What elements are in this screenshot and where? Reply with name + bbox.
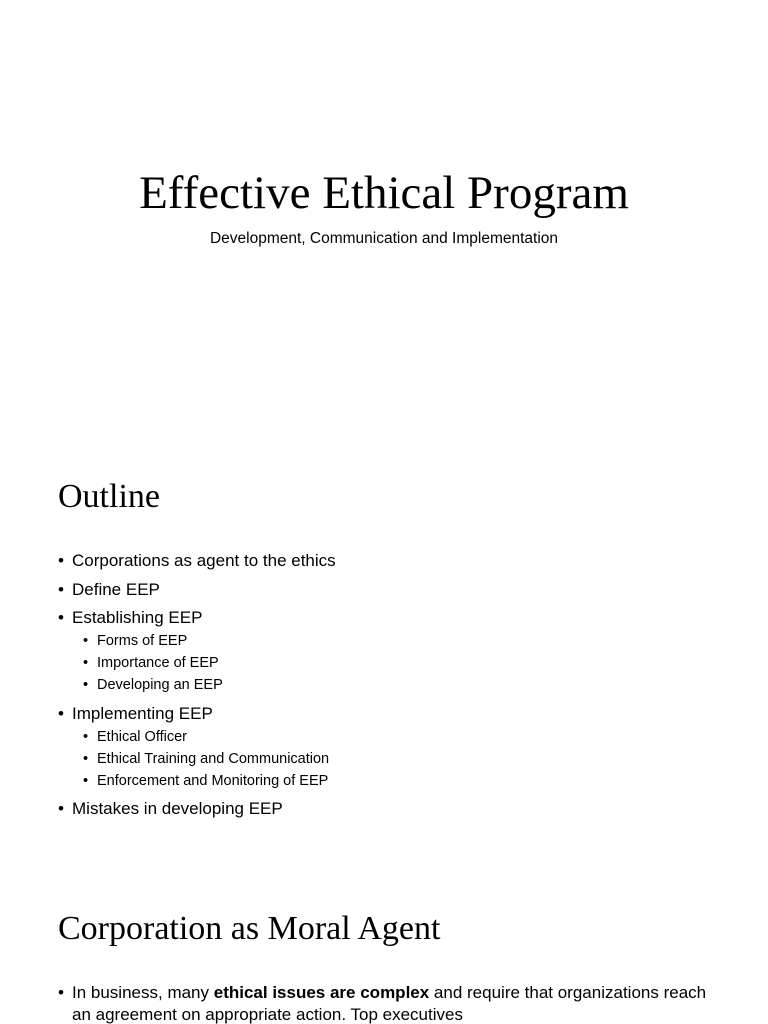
list-item-text: Establishing EEP	[72, 608, 203, 627]
outline-heading: Outline	[58, 478, 160, 515]
list-item	[58, 798, 336, 820]
text-run: and require that organizations reach an agreement on appropriate action. Top executives	[72, 983, 707, 1024]
sub-list-item: • Forms of EEP	[83, 630, 336, 652]
text-run: In business, many	[72, 983, 214, 1002]
list-item	[58, 579, 336, 601]
title-slide	[0, 0, 768, 432]
list-item-text: Implementing EEP	[72, 703, 213, 723]
presentation-subtitle: Development, Communication and Implementation	[209, 230, 559, 247]
list-item	[58, 982, 718, 1024]
presentation-title: Effective Ethical Program	[139, 167, 629, 219]
list-item-text: Corporations as agent to the ethics	[72, 551, 336, 570]
sub-list-item: • Enforcement and Monitoring of EEP	[83, 770, 336, 792]
sub-list-item: • Ethical Training and Communication	[83, 748, 336, 770]
list-item	[58, 550, 336, 572]
list-item	[58, 607, 336, 696]
emphasis-text: ethical issues are complex	[213, 983, 430, 1002]
list-item	[58, 703, 336, 792]
list-item-text: Mistakes in developing EEP	[72, 799, 283, 818]
sub-list	[72, 726, 336, 792]
sub-list	[72, 630, 336, 696]
moral-agent-slide	[0, 864, 768, 1024]
sub-list-item: • Developing an EEP	[83, 674, 336, 696]
sub-list-item: • Ethical Officer	[83, 726, 336, 748]
moral-agent-list	[58, 982, 718, 1024]
moral-agent-heading: Corporation as Moral Agent	[58, 910, 441, 947]
sub-list-item: • Importance of EEP	[83, 652, 336, 674]
outline-list	[58, 550, 336, 827]
list-item-text: Define EEP	[72, 579, 160, 599]
outline-slide	[0, 432, 768, 864]
